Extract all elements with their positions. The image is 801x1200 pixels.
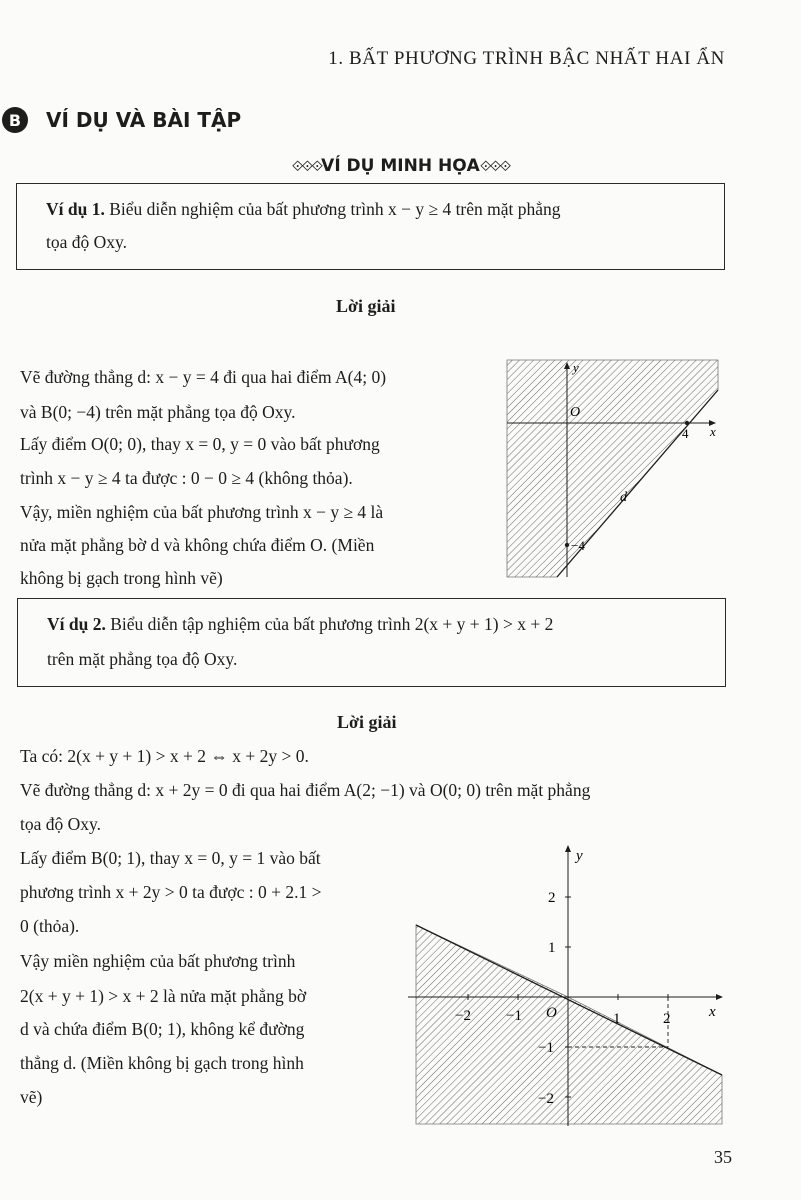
figure-2-origin-label: O bbox=[546, 1005, 557, 1021]
examples-banner bbox=[0, 156, 801, 176]
example-1-text-1: Biểu diễn nghiệm của bất phương trình x − y ≥ 4 trên mặt phẳng bbox=[109, 199, 561, 219]
example-2-line-2: trên mặt phẳng tọa độ Oxy. bbox=[47, 649, 238, 669]
figure-2-hatched-region bbox=[416, 925, 722, 1124]
example-1-line-1 bbox=[46, 197, 561, 221]
figure-2-x-arrow-icon bbox=[716, 994, 723, 1000]
figure-1-y-intercept-label: −4 bbox=[571, 538, 585, 553]
figure-1-x-intercept-label: 4 bbox=[682, 426, 689, 441]
figure-2-x-tick-label: 2 bbox=[663, 1011, 671, 1027]
example-2-text-1: Biểu diễn tập nghiệm của bất phương trình 2(x + y + 1) > x + 2 bbox=[110, 614, 554, 634]
example-2-label: Ví dụ 2. bbox=[47, 614, 106, 634]
banner-label: VÍ DỤ MINH HỌA bbox=[321, 156, 480, 176]
figure-2-x-label: x bbox=[709, 1004, 716, 1020]
figure-2-y-label: y bbox=[576, 848, 583, 864]
figure-1-point-a bbox=[685, 421, 689, 425]
figure-1-origin-label: O bbox=[570, 405, 581, 420]
solution-1-line-7: không bị gạch trong hình vẽ) bbox=[20, 568, 223, 588]
example-1-line-2: tọa độ Oxy. bbox=[46, 232, 128, 252]
figure-2-graph bbox=[405, 840, 735, 1130]
solution-2-line-11: vẽ) bbox=[20, 1087, 43, 1107]
example-1-box bbox=[16, 183, 725, 270]
solution-2-line-6: 0 (thỏa). bbox=[20, 916, 80, 936]
solution-1-line-6: nửa mặt phẳng bờ d và không chứa điểm O. (Miền bbox=[20, 535, 375, 555]
solution-1-line-4: trình x − y ≥ 4 ta được : 0 − 0 ≥ 4 (không thỏa). bbox=[20, 468, 353, 488]
figure-2-x-tick-label: −2 bbox=[455, 1008, 471, 1024]
figure-2-y-arrow-icon bbox=[565, 845, 571, 852]
figure-2-y-tick-label: 2 bbox=[548, 890, 556, 906]
solution-1-line-2: và B(0; −4) trên mặt phẳng tọa độ Oxy. bbox=[20, 402, 296, 422]
solution-2-line-8: 2(x + y + 1) > x + 2 là nửa mặt phẳng bờ bbox=[20, 986, 307, 1006]
figure-2-x-tick-label: 1 bbox=[613, 1011, 621, 1027]
page-number: 35 bbox=[714, 1147, 732, 1167]
solution-1-line-5: Vậy, miền nghiệm của bất phương trình x − y ≥ 4 là bbox=[20, 502, 384, 522]
example-2-box bbox=[17, 598, 726, 687]
solution-2-heading: Lời giải bbox=[337, 712, 397, 732]
solution-2-line-2: Vẽ đường thẳng d: x + 2y = 0 đi qua hai điểm A(2; −1) và O(0; 0) trên mặt phẳng bbox=[20, 780, 591, 800]
example-2-line-1 bbox=[47, 612, 553, 636]
solution-2-line-10: thẳng d. (Miền không bị gạch trong hình bbox=[20, 1053, 304, 1073]
solution-1-line-1: Vẽ đường thẳng d: x − y = 4 đi qua hai điểm A(4; 0) bbox=[20, 367, 387, 387]
solution-2-line-3: tọa độ Oxy. bbox=[20, 814, 102, 834]
solution-1-heading: Lời giải bbox=[336, 296, 396, 316]
figure-2-y-tick-label: 1 bbox=[548, 940, 556, 956]
figure-1-hatched-region bbox=[507, 360, 718, 577]
banner-ornament-left: ⟐⟐⟐ bbox=[291, 157, 322, 175]
solution-2-line-9: d và chứa điểm B(0; 1), không kể đường bbox=[20, 1019, 305, 1039]
figure-1-line-label: d bbox=[620, 490, 627, 505]
banner-ornament-right: ⟐⟐⟐ bbox=[479, 157, 510, 175]
solution-2-line-7: Vậy miền nghiệm của bất phương trình bbox=[20, 951, 296, 971]
section-heading bbox=[2, 103, 241, 137]
section-badge: B bbox=[2, 107, 28, 133]
section-title: VÍ DỤ VÀ BÀI TẬP bbox=[46, 108, 242, 132]
running-header: 1. BẤT PHƯƠNG TRÌNH BẬC NHẤT HAI ẨN bbox=[328, 48, 725, 69]
figure-2-x-tick-label: −1 bbox=[506, 1008, 522, 1024]
figure-1-x-label: x bbox=[710, 424, 716, 439]
figure-2-y-tick-label: −1 bbox=[538, 1040, 554, 1056]
example-1-label: Ví dụ 1. bbox=[46, 199, 105, 219]
solution-1-line-3: Lấy điểm O(0; 0), thay x = 0, y = 0 vào bất phương bbox=[20, 434, 380, 454]
solution-2-line-4: Lấy điểm B(0; 1), thay x = 0, y = 1 vào bất bbox=[20, 848, 321, 868]
solution-2-line-1: Ta có: 2(x + y + 1) > x + 2 ⇔ x + 2y > 0. bbox=[20, 746, 309, 766]
figure-1-point-b bbox=[565, 543, 569, 547]
figure-2-y-tick-label: −2 bbox=[538, 1091, 554, 1107]
figure-1-y-label: y bbox=[573, 360, 579, 375]
solution-2-line-5: phương trình x + 2y > 0 ta được : 0 + 2.1 > bbox=[20, 882, 322, 902]
figure-1-graph bbox=[500, 358, 725, 580]
